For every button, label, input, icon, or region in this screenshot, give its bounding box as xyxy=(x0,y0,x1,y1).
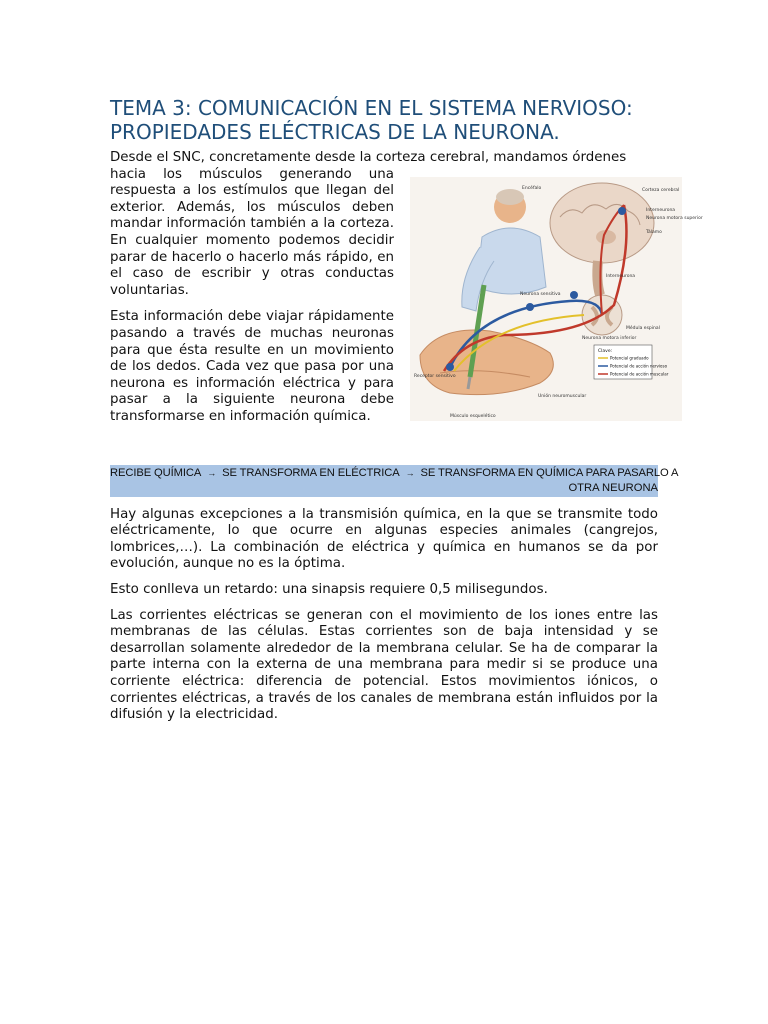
intro-first-line: Desde el SNC, concretamente desde la corteza cerebral, mandamos órdenes xyxy=(110,150,627,165)
banner-line-1 xyxy=(110,466,678,482)
marker-3 xyxy=(618,207,626,215)
paragraph-exceptions: Hay algunas excepciones a la transmisión química, en la que se transmite todo eléctricamente, lo que ocurre en algunas especies animales (cangrejos, lombrices,…). La combinación de eléctrica y química en humanos se da por evolución, aunque no es la óptima. xyxy=(110,506,658,572)
nervous-system-illustration xyxy=(410,177,703,421)
hand xyxy=(420,330,553,395)
label-neurona-motora: Neurona motora superior xyxy=(646,215,703,221)
paragraph-information-travel: Esta información debe viajar rápidamente pasando a través de muchas neuronas para que ésta resulte en un movimiento de los dedos. Cada vez que pasa por una neurona es información eléctrica y para pasar a la siguiente neurona debe transformarse en información química. xyxy=(110,309,394,424)
intro-with-figure xyxy=(110,166,703,459)
legend-title: Clave: xyxy=(598,348,613,354)
banner-step-1: RECIBE QUÍMICA xyxy=(110,466,202,479)
marker-2 xyxy=(526,303,534,311)
label-musculo: Músculo esquelético xyxy=(450,413,496,419)
paragraph-delay: Esto conlleva un retardo: una sinapsis requiere 0,5 milisegundos. xyxy=(110,581,548,597)
label-interneurona: Interneurona xyxy=(646,207,676,213)
text-column xyxy=(110,167,394,436)
legend-item-1: Potencial graduado xyxy=(610,355,649,361)
legend-item-2: Potencial de acción nervioso xyxy=(610,363,668,369)
illustration-svg xyxy=(410,177,703,421)
intro-paragraph: hacia los músculos generando una respuesta a los estímulos que llegan del exterior. Además, los músculos deben mandar información también a la corteza. En cualquier momento podemos decidir parar de hacerlo o hacerlo más rápido, en el caso de escribir y otras conductas voluntarias. xyxy=(110,166,394,298)
label-neurona-sensitiva: Neurona sensitiva xyxy=(520,291,561,297)
title-line-1: TEMA 3: COMUNICACIÓN EN EL SISTEMA NERVIOSO: xyxy=(110,96,633,120)
label-talamo: Tálamo xyxy=(646,229,662,235)
banner-step-3a: SE TRANSFORMA EN QUÍMICA PARA PASARLO A xyxy=(420,466,679,479)
label-neurona-motora-inferior: Neurona motora inferior xyxy=(582,335,637,341)
legend-item-3: Potencial de acción muscular xyxy=(610,371,669,377)
document-body xyxy=(110,507,658,724)
arrow-icon: → xyxy=(405,467,415,478)
banner-line-2: OTRA NEURONA xyxy=(568,481,658,494)
marker-4 xyxy=(570,291,578,299)
process-banner xyxy=(110,465,679,497)
document-page xyxy=(110,96,703,733)
arrow-icon: → xyxy=(207,467,217,478)
banner-step-2: SE TRANSFORMA EN ELÉCTRICA xyxy=(222,466,400,479)
label-medula: Médula espinal xyxy=(626,325,660,331)
label-interneurona-2: Interneurona xyxy=(606,273,636,279)
label-receptor: Receptor sensitivo xyxy=(414,373,456,379)
person-brain xyxy=(496,189,524,205)
title-line-2: PROPIEDADES ELÉCTRICAS DE LA NEURONA. xyxy=(110,120,560,144)
label-union: Unión neuromuscular xyxy=(538,393,587,399)
label-corteza: Corteza cerebral xyxy=(642,187,680,193)
document-title xyxy=(110,96,658,144)
marker-1 xyxy=(446,363,454,371)
paragraph-currents: Las corrientes eléctricas se generan con el movimiento de los iones entre las membranas de las células. Estas corrientes son de baja intensidad y se desarrollan solamente alrededor de la membrana celular. Se ha de comparar la parte interna con la externa de una membrana para medir si se produce una corriente eléctrica: diferencia de potencial. Estos movimientos iónicos, o corrientes eléctricas, a través de los canales de membrana están influidos por la difusión y la electricidad. xyxy=(110,607,658,723)
label-encefalo: Encéfalo xyxy=(522,185,542,191)
pen-tip xyxy=(468,377,470,389)
